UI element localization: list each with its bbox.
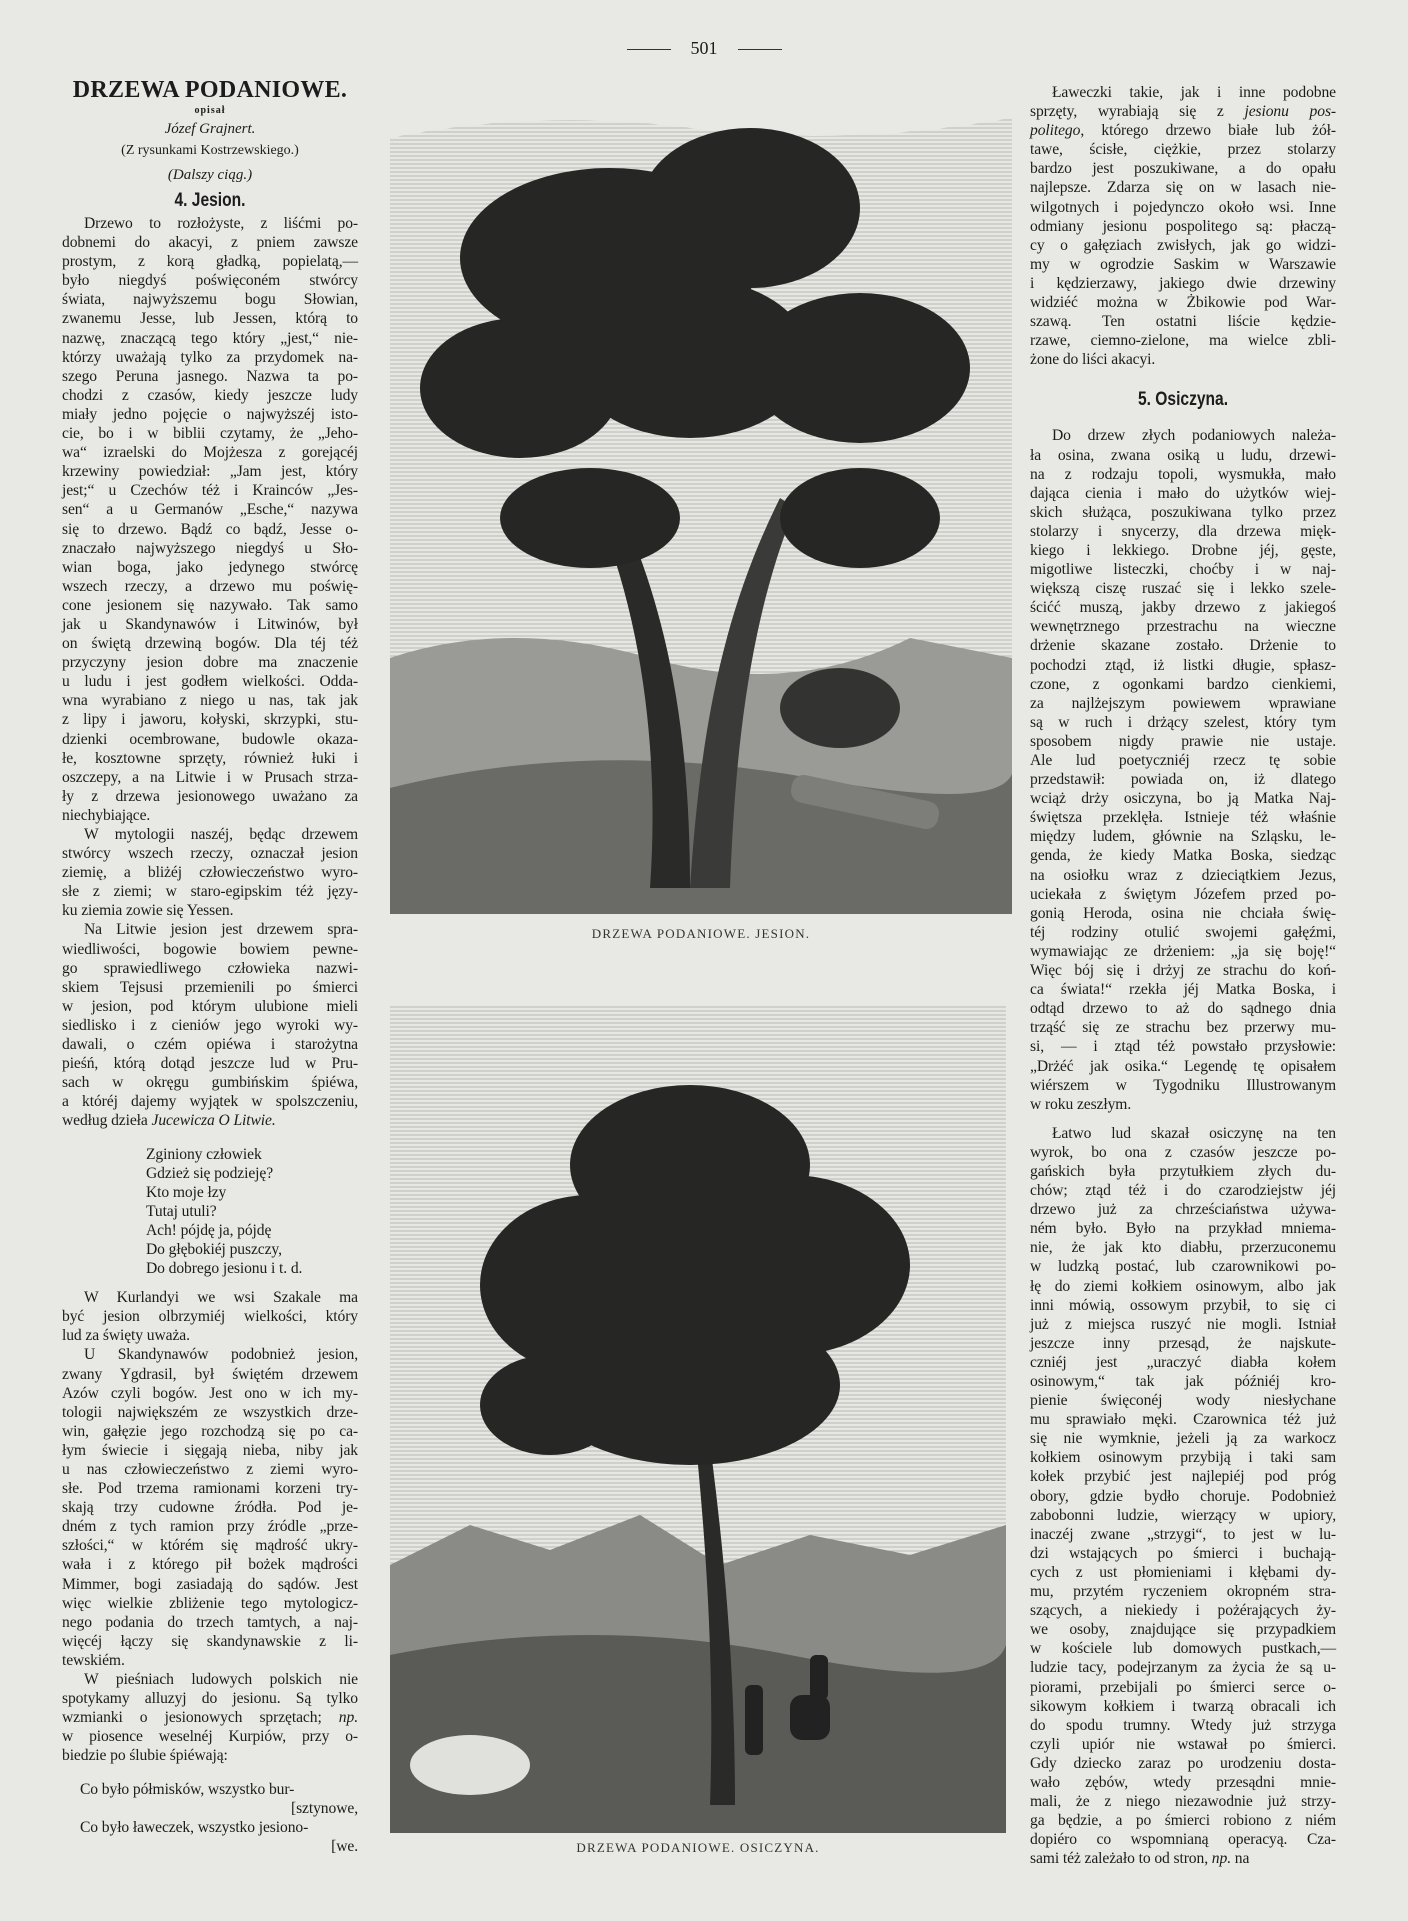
- ash-tree-engraving: [390, 98, 1012, 914]
- text-line: zabobonni ludzie, wierzący w upiory,: [1030, 1506, 1336, 1524]
- italic-segment: np.: [1211, 1850, 1231, 1868]
- text-line: mu, przytém ryczeniem okropném stra-: [1030, 1583, 1336, 1601]
- byline: opisał: [194, 105, 226, 116]
- text-line: on świętą drzewiną bogów. Dla téj téż: [62, 635, 358, 653]
- text-line: kołkiem osinowym przybiją i taki sam: [1030, 1449, 1336, 1467]
- italic-segment: np.: [338, 1709, 358, 1727]
- text-line: w roku zeszłym.: [1030, 1095, 1132, 1113]
- text-line: wszech rzeczy, a drzewo mu poświę-: [62, 577, 358, 595]
- text-line: nazwę, znaczącą tego który „jest,“ nie-: [62, 329, 358, 347]
- text-line: jeszcze inny przesąd, że najskute-: [1030, 1334, 1336, 1352]
- text-line: a któréj dajemy wyjątek w spolszczeniu,: [62, 1093, 358, 1111]
- text-line: Do głębokiéj puszczy,: [146, 1240, 282, 1258]
- text-line: cone jesionem się nazywało. Tak samo: [62, 596, 358, 614]
- text-line: szego Peruna jasnego. Nazwa ta po-: [62, 367, 358, 385]
- continued-note: [62, 162, 358, 188]
- text-line: najlepsze. Zdarza się on w lasach nie-: [1030, 179, 1336, 197]
- text-line: cych z ust płomieniami i kłębami dy-: [1030, 1563, 1336, 1581]
- text-line: siedlisko i z cieniów jego wyroki wy-: [62, 1016, 358, 1034]
- text-line: więcéj łączy się skandynawskie z li-: [62, 1632, 358, 1650]
- paragraph: [1030, 426, 1336, 1113]
- text-line: rzawe, ciemno-zielone, ma wielce zbli-: [1030, 332, 1336, 350]
- author: Józef Grajnert.: [164, 121, 256, 137]
- text-line: dzi wstających po śmierci i buchają-: [1030, 1544, 1336, 1562]
- text-line: [62, 1111, 358, 1130]
- italic-segment: jesionu pos-: [1244, 103, 1336, 121]
- text-line: Gdzież się podzieję?: [146, 1164, 274, 1182]
- text-segment: na: [1231, 1850, 1250, 1868]
- text-line: dająca cienia i mało do użytków wiej-: [1030, 484, 1336, 502]
- text-line: szawą. Ten ostatni liście kędzie-: [1030, 313, 1336, 331]
- text-segment: według dzieła: [62, 1112, 152, 1130]
- text-line: téj rodziny otulić swojemi gałęźmi,: [1030, 923, 1336, 941]
- bush: [780, 668, 900, 748]
- italic-segment: Jucewicza O Litwie.: [151, 1112, 276, 1130]
- text-line: we osoby, znajdujące się przypadkiem: [1030, 1621, 1336, 1639]
- text-line: tewskiém.: [62, 1651, 125, 1669]
- text-line: jest;“ u Czechów téż i Krainców „Jes-: [62, 482, 358, 500]
- text-line: ła osina, zwana osiką u ludu, drzewi-: [1030, 446, 1336, 464]
- poem-stanza: [62, 1780, 358, 1856]
- text-line: drżenie skazane zostało. Drżenie to: [1030, 637, 1336, 655]
- text-line: skiem Tejsusi przemienili po śmierci: [62, 978, 358, 996]
- right-body-after: [1030, 426, 1336, 1868]
- text-line: wciąż drży osiczyna, bo ją Matka Naj-: [1030, 790, 1336, 808]
- text-line: przedstawił: powiada on, iż dlatego: [1030, 771, 1336, 789]
- text-line: dobnemi do akacyi, z pniem zawsze: [62, 234, 358, 252]
- rock: [410, 1735, 530, 1795]
- text-line: [62, 1708, 358, 1727]
- paragraph: [1030, 83, 1336, 369]
- text-line: za najlżejszym powiewem wprawiane: [1030, 694, 1336, 712]
- text-line: Do drzew złych podaniowych należa-: [1052, 427, 1336, 445]
- text-segment: , którego drzewo białe lub żół-: [1080, 122, 1336, 140]
- text-line: czone, z ogonkami bardzo cienkiemi,: [1030, 675, 1336, 693]
- text-line: którzy uważają tylko za przydomek na-: [62, 348, 358, 366]
- text-line: W mytologii naszéj, będąc drzewem: [84, 826, 358, 843]
- text-line: wyrok, bo ona z czasów jeszcze po-: [1030, 1143, 1336, 1161]
- text-line: genda, że kiedy Matka Boska, siedząc: [1030, 847, 1336, 865]
- text-line: zwanemu Jesse, lub Jessen, którą to: [62, 310, 358, 328]
- text-line: do spodu trumny. Wtedy już strzyga: [1030, 1716, 1336, 1734]
- text-line: dawali, o czém opiéwa i starożytna: [62, 1036, 358, 1054]
- aspen-tree-engraving: [390, 1005, 1006, 1833]
- text-line: szłości,“ w którém się mądrość ukry-: [62, 1537, 358, 1555]
- text-line: wewnętrznego przestrachu na wieczne: [1030, 618, 1336, 636]
- text-line: było niegdyś poświęconém stwórcy: [62, 272, 358, 290]
- text-line: prostym, z korą gładką, popielatą,—: [62, 253, 358, 271]
- text-line: ga będzie, a po śmierci robiono z niém: [1030, 1812, 1336, 1830]
- poem-stanza: [62, 1145, 358, 1279]
- text-line: łę do ziemi kołkiem osinowym, albo jak: [1030, 1277, 1336, 1295]
- text-line: się nie wymknie, jeżeli ją za warkocz: [1030, 1430, 1336, 1448]
- text-line: Gdy dziecko zaraz po urodzeniu dosta-: [1030, 1754, 1336, 1772]
- text-line: cie, bo i w biblii czytamy, że „Jeho-: [62, 425, 358, 443]
- text-line: ścićć muszą, jakby drzewo z jakiegoś: [1030, 599, 1336, 617]
- text-line: Łatwo lud skazał osiczynę na ten: [1052, 1124, 1336, 1142]
- text-line: cy o gałęziach zwisłych, jak go widzi-: [1030, 236, 1336, 254]
- text-line: spotykamy alluzyj do jesionu. Są tylko: [62, 1690, 358, 1708]
- text-line: Ach! pójdę ja, pójdę: [146, 1221, 272, 1239]
- text-line: biedzie po ślubie śpiéwają:: [62, 1747, 228, 1765]
- text-line: wna wyrabiano z niego u nas, tak jak: [62, 692, 358, 710]
- text-line: kiego i lekkiego. Drobne jéj, gęste,: [1030, 541, 1336, 559]
- text-line: [1030, 121, 1336, 140]
- paragraph: [62, 1288, 358, 1345]
- paragraph: [62, 1670, 358, 1765]
- text-line: chodzi z czasów, kiedy jeszcze ludy: [62, 386, 358, 404]
- text-line: skich służąca, poszukiwana tylko przez: [1030, 503, 1336, 521]
- text-line: ludzie tacy, podejrzanym za życia że są u-: [1030, 1659, 1336, 1677]
- text-line: drzewo już za chrześciaństwa używa-: [1030, 1201, 1336, 1219]
- right-body-before: [1030, 83, 1336, 369]
- text-line: w jesion, pod którym ulubione mieli: [62, 997, 358, 1015]
- text-line: Na Litwie jesion jest drzewem spra-: [84, 921, 358, 939]
- right-column: [1030, 83, 1336, 1868]
- text-line: stolarzy i snycerzy, dla drzewa mięk-: [1030, 522, 1336, 540]
- text-line: wała i z którego pił bożek mądrości: [62, 1556, 358, 1574]
- text-line: się to drzewo. Bądź co bądź, Jesse o-: [62, 520, 358, 538]
- text-line: go sprawiedliwego człowieka nazwi-: [62, 959, 358, 977]
- text-line: sikowym kołkiem i twarzą obracali ich: [1030, 1697, 1336, 1715]
- text-line: mali, że z niego niezawodnie już strzy-: [1030, 1793, 1336, 1811]
- text-line: Co było półmisków, wszystko bur-: [80, 1780, 295, 1798]
- text-line: [sztynowe,: [291, 1799, 358, 1817]
- text-line: krzewiny powiedział: „Jam jest, który: [62, 463, 358, 481]
- text-line: pienie święconéj wody niesłychane: [1030, 1392, 1336, 1410]
- caption-osiczyna: DRZEWA PODANIOWE. OSICZYNA.: [576, 1840, 820, 1855]
- text-line: w kościele lub domowych pustkach,—: [1030, 1640, 1336, 1658]
- text-line: słe. Pod trzema ramionami korzeni try-: [62, 1480, 358, 1498]
- text-line: odmiany jesionu pospolitego są: płaczą-: [1030, 217, 1336, 235]
- left-column: [62, 76, 358, 1866]
- text-line: słe z ziemi; w staro-egipskim téż języ-: [62, 883, 358, 901]
- paragraph: [62, 920, 358, 1130]
- text-line: wymawiając ze drżeniem: „ja się boję!“: [1030, 942, 1336, 960]
- text-line: Kto moje łzy: [146, 1183, 227, 1201]
- text-line: uciekała z świętym Józefem przed po-: [1030, 885, 1336, 903]
- text-line: więc wielkie zbliżenie tego mytologicz-: [62, 1594, 358, 1612]
- text-line: osinowym,“ tak jak późniéj kro-: [1030, 1373, 1336, 1390]
- text-line: ném było. Było na przykład mniema-: [1030, 1220, 1336, 1238]
- text-line: „Drżéć jak osika.“ Legendę tę opisałem: [1030, 1057, 1336, 1075]
- text-line: tologii największém ze wszystkich drze-: [62, 1403, 358, 1421]
- text-line: dném z tych ramion przy źródle „prze-: [62, 1518, 358, 1536]
- text-line: piorami, przebijali po śmierci serce o-: [1030, 1678, 1336, 1696]
- divider: [627, 49, 671, 50]
- text-line: skają trzy cudowne źródła. Pod je-: [62, 1499, 358, 1517]
- text-line: kołek przybić jest najlepiéj pod próg: [1030, 1468, 1336, 1486]
- text-line: inaczéj zwane „strzygi“, to jest w lu-: [1030, 1525, 1336, 1543]
- text-line: świętsza przeklęła. Istnieje téż właśnie: [1030, 809, 1336, 827]
- paragraph: [62, 214, 358, 825]
- text-line: tawe, ścisłe, ciężkie, przez stolarzy: [1030, 141, 1336, 159]
- text-line: szących, a niekiedy i pożérających ży-: [1030, 1602, 1336, 1620]
- text-line: widziéć można w Żbikowie pod War-: [1030, 294, 1336, 312]
- text-line: W Kurlandyi we wsi Szakale ma: [84, 1289, 358, 1307]
- page-number-text: 501: [690, 38, 718, 58]
- text-line: dopiéro co wspomnianą operacyą. Cza-: [1030, 1831, 1336, 1849]
- text-line: sposobem nigdy prawie nie ustaje.: [1030, 732, 1336, 750]
- text-line: [we.: [331, 1837, 358, 1855]
- text-line: pochodzi ztąd, iż listki długie, spłasz-: [1030, 656, 1336, 674]
- illustration-osiczyna: [390, 1005, 1006, 1833]
- text-line: żone do liści akacyi.: [1030, 351, 1156, 369]
- text-line: być jesion olbrzymiéj wielkości, który: [62, 1308, 358, 1326]
- text-line: chów; ztąd téż i do czarodziejstw jéj: [1030, 1182, 1336, 1200]
- illustration-jesion: [390, 98, 1012, 914]
- page-number: [0, 38, 1408, 59]
- text-line: łe, kosztowne sprzęty, również łuki i: [62, 749, 358, 767]
- text-line: przyczyny jesion dobre ma znaczenie: [62, 654, 358, 672]
- text-line: nego podania do trzech tamtych, a naj-: [62, 1613, 358, 1631]
- text-line: Drzewo to rozłożyste, z liśćmi po-: [84, 215, 358, 232]
- text-line: si, — i ztąd téż powstało przysłowie:: [1030, 1038, 1336, 1056]
- text-line: gańskich była przytułkiem złych du-: [1030, 1162, 1336, 1180]
- text-line: ca świata!“ rzekła jéj Matka Boska, i: [1030, 981, 1336, 999]
- text-line: trząść się ze strachu bez przerwy mu-: [1030, 1019, 1336, 1037]
- text-line: większą ciszę ruszać się i lekko szele-: [1030, 580, 1336, 598]
- italic-segment: politego: [1030, 122, 1081, 140]
- text-segment: wzmianki o jesionowych sprzętach;: [62, 1709, 339, 1727]
- text-line: wiérszem w Tygodniku Illustrowanym: [1030, 1076, 1336, 1094]
- text-line: zwany Ygdrasil, był świętém drzewem: [62, 1365, 358, 1383]
- text-line: my w ogrodzie Saskim w Warszawie: [1030, 255, 1336, 273]
- text-line: odtąd drzewo to aż do sądnego dnia: [1030, 1000, 1336, 1018]
- text-line: między ludem, głównie na Szląsku, le-: [1030, 828, 1336, 846]
- text-line: czyli upiór nie wstawał po śmierci.: [1030, 1735, 1336, 1753]
- text-line: wiedliwości, bogowie bowiem pewne-: [62, 940, 358, 958]
- text-line: Zginiony człowiek: [146, 1145, 262, 1163]
- article-title: DRZEWA PODANIOWE.: [72, 77, 348, 103]
- text-line: W pieśniach ludowych polskich nie: [84, 1671, 358, 1689]
- text-line: mu sprawiało męki. Czarownica téż już: [1030, 1411, 1336, 1429]
- text-line: u nas człowieczeństwo z ziemi wyro-: [62, 1461, 358, 1478]
- text-line: Mimmer, bogi zasiadają do sądów. Jest: [62, 1575, 358, 1593]
- text-line: wilgotnych i pojedynczo około wsi. Inne: [1030, 198, 1336, 216]
- text-line: niechybiające.: [62, 806, 151, 824]
- text-line: bardzo jest poszukiwane, a do opału: [1030, 160, 1336, 178]
- paragraph: [62, 825, 358, 920]
- caption-jesion: DRZEWA PODANIOWE. JESION.: [591, 926, 811, 941]
- text-line: inni mówią, ossowym przybił, to się ci: [1030, 1296, 1336, 1314]
- text-line: w piosence weselnéj Kurpiów, przy o-: [62, 1728, 358, 1746]
- text-line: nie, że jak kto diabłu, przerzuconemu: [1030, 1239, 1336, 1257]
- section-heading-jesion: 4. Jesion.: [174, 190, 246, 211]
- text-segment: sami téż zależało to od stron,: [1030, 1850, 1212, 1868]
- text-line: sen“ a u Germanów „Esche,“ nazywa: [62, 501, 358, 519]
- text-line: w ludzką postać, lub czarownikowi po-: [1030, 1258, 1336, 1276]
- text-line: ły z drzewa jesionowego uważano za: [62, 787, 358, 805]
- text-segment: sprzęty, wyrabiają się z: [1030, 103, 1245, 121]
- text-line: wało zębów, wtedy przesądni mnie-: [1030, 1773, 1336, 1791]
- text-line: i kędzierzawy, jakiego dwie drzewiny: [1030, 274, 1336, 292]
- text-line: stwórcy wszech rzeczy, oznaczał jesion: [62, 845, 358, 863]
- text-line: [1030, 1849, 1336, 1868]
- text-line: ziemię, a bliżéj człowieczeństwo wyro-: [62, 864, 358, 882]
- text-line: Ławeczki takie, jak i inne podobne: [1052, 84, 1336, 101]
- text-line: oszczepy, a na Litwie i w Prusach strza-: [62, 768, 358, 786]
- text-line: wian boga, jako jedynego stwórcę: [62, 558, 358, 576]
- continued-text: (Dalszy ciąg.): [167, 167, 253, 183]
- text-line: [1030, 102, 1336, 121]
- paragraph: [62, 1345, 358, 1670]
- text-line: obory, gdzie bydło choruje. Podobnież: [1030, 1487, 1336, 1505]
- illustrations-note: (Z rysunkami Kostrzewskiego.): [121, 143, 299, 158]
- text-line: lud za święty uważa.: [62, 1327, 190, 1345]
- text-line: dzienki ocembrowane, budowle okaza-: [62, 730, 358, 748]
- text-line: Ale lud poetyczniéj rzecz tę sobie: [1030, 752, 1336, 769]
- text-line: na osiołku wraz z dzieciątkiem Jezus,: [1030, 866, 1336, 884]
- left-body: [62, 214, 358, 1856]
- text-line: już z miejsca ruszyć nie mogli. Istniał: [1030, 1315, 1336, 1333]
- text-line: jak u Skandynawów i Litwinów, był: [62, 615, 358, 633]
- text-line: Azów czyli bogów. Jest ono w ich my-: [62, 1384, 358, 1402]
- text-line: Więc bój się i drżyj ze strachu do koń-: [1030, 962, 1336, 980]
- text-line: U Skandynawów podobnież jesion,: [84, 1346, 358, 1364]
- text-line: świata, najwyższemu bogu Słowian,: [62, 291, 358, 309]
- text-line: Tutaj utuli?: [146, 1202, 217, 1220]
- text-line: miały jedno pojęcie o najwyższéj isto-: [62, 405, 358, 423]
- text-line: sach w okręgu gumbińskim śpiéwa,: [62, 1074, 358, 1092]
- divider: [738, 49, 782, 50]
- text-line: są w ruch i drżący szelest, który tym: [1030, 713, 1336, 731]
- text-line: na z rodzaju topoli, wysmukła, mało: [1030, 465, 1336, 483]
- text-line: Co było ławeczek, wszystko jesiono-: [80, 1818, 309, 1836]
- text-line: wa“ izraelski do Mojżesza z gorejącéj: [62, 444, 358, 462]
- text-line: win, gałęzie jego rozchodzą się po ca-: [62, 1422, 358, 1440]
- text-line: u ludu i jest godłem wielkości. Odda-: [62, 673, 358, 691]
- text-line: pieśń, którą dotąd jeszcze lud w Pru-: [62, 1055, 358, 1073]
- text-line: znaczało najwyższego niegdyś u Sło-: [62, 539, 358, 557]
- text-line: łym świecie i sięgają nieba, niby jak: [62, 1441, 358, 1459]
- text-line: czniéj jest „uraczyć diabła kołem: [1030, 1353, 1336, 1371]
- text-line: migotliwe listeczki, choćby i w naj-: [1030, 561, 1336, 579]
- text-line: Do dobrego jesionu i t. d.: [146, 1260, 303, 1278]
- text-line: ku ziemia zowie się Yessen.: [62, 902, 234, 920]
- text-line: gonią Heroda, osina nie chciała świę-: [1030, 904, 1336, 922]
- section-heading-osiczyna: 5. Osiczyna.: [1137, 389, 1229, 411]
- text-line: z lipy i jaworu, kołyski, skrzypki, stu-: [62, 711, 358, 729]
- paragraph: [1030, 1124, 1336, 1869]
